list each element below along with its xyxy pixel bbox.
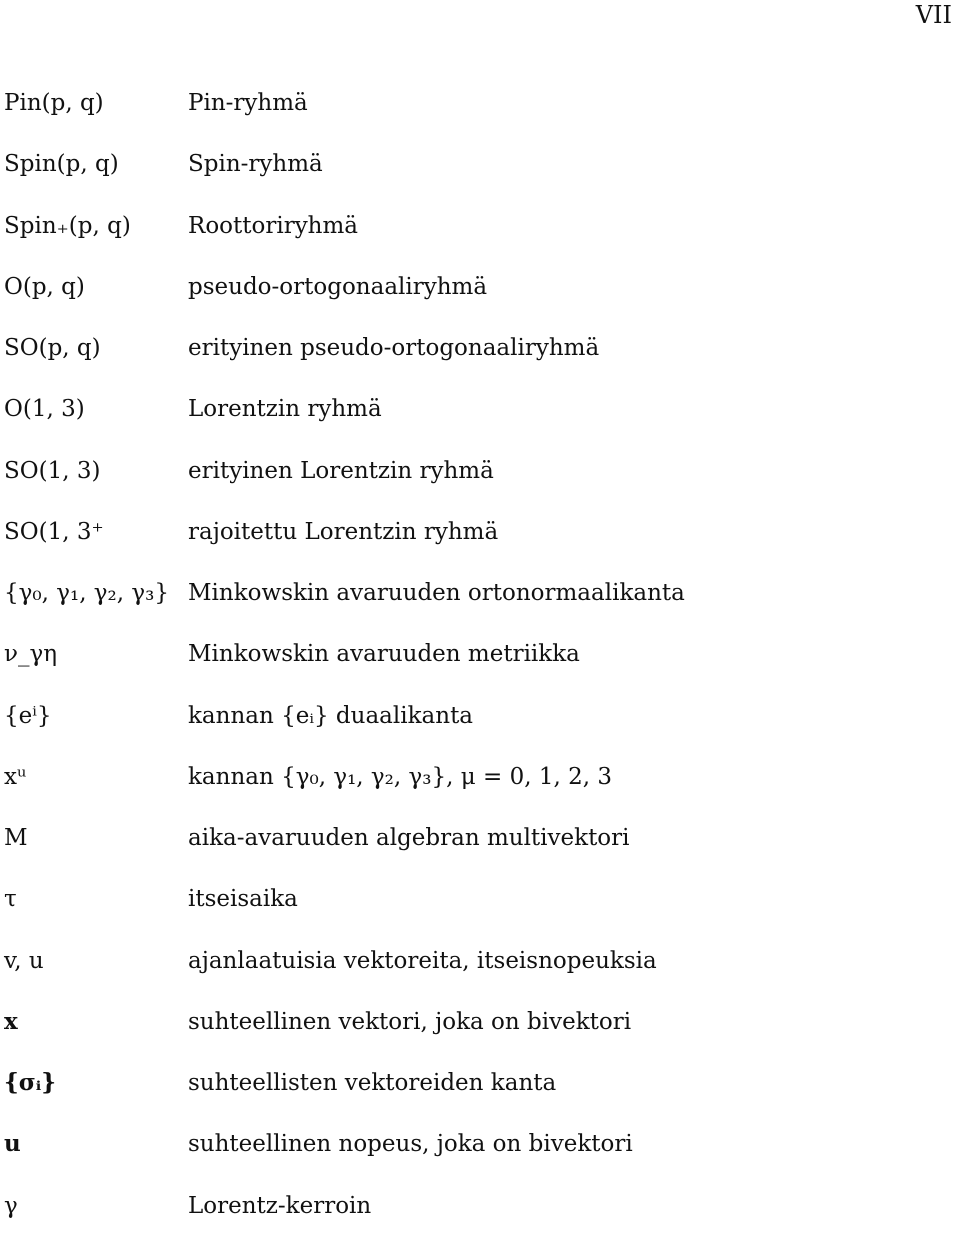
notation-list	[4, 88, 924, 1252]
notation-row	[4, 1129, 924, 1190]
notation-row	[4, 272, 924, 333]
notation-symbol: Spin(p, q)	[4, 151, 119, 178]
notation-row	[4, 823, 924, 884]
notation-symbol: ν_γη	[4, 641, 58, 668]
notation-description: kannan {γ₀, γ₁, γ₂, γ₃}, μ = 0, 1, 2, 3	[188, 763, 612, 790]
notation-symbol: O(p, q)	[4, 273, 85, 300]
notation-row	[4, 394, 924, 455]
notation-description: suhteellinen nopeus, joka on bivektori	[188, 1131, 633, 1158]
notation-description: kannan {eᵢ} duaalikanta	[188, 702, 474, 729]
page-number: VII	[915, 1, 952, 29]
notation-description: aika-avaruuden algebran multivektori	[188, 825, 630, 851]
notation-description: ajanlaatuisia vektoreita, itseisnopeuksia	[188, 947, 657, 974]
notation-symbol: Pin(p, q)	[4, 90, 104, 116]
notation-row	[4, 639, 924, 700]
notation-row	[4, 149, 924, 210]
notation-row	[4, 211, 924, 272]
notation-symbol: {σᵢ}	[4, 1069, 57, 1096]
notation-row	[4, 456, 924, 517]
notation-description: Lorentzin ryhmä	[188, 396, 382, 423]
notation-row	[4, 578, 924, 639]
notation-description: itseisaika	[188, 886, 298, 913]
notation-row	[4, 1191, 924, 1252]
notation-symbol: x	[4, 1007, 18, 1035]
notation-description: rajoitettu Lorentzin ryhmä	[188, 518, 499, 545]
notation-symbol: τ	[4, 886, 17, 913]
notation-symbol: xᵘ	[4, 763, 27, 790]
notation-row	[4, 946, 924, 1007]
notation-description: erityinen Lorentzin ryhmä	[188, 457, 494, 484]
notation-description: suhteellisten vektoreiden kanta	[188, 1070, 557, 1096]
notation-symbol: u	[4, 1130, 21, 1158]
notation-symbol: SO(1, 3⁺	[4, 518, 104, 545]
notation-row	[4, 884, 924, 945]
notation-symbol: γ	[4, 1192, 18, 1219]
notation-description: Pin-ryhmä	[188, 90, 308, 116]
notation-row	[4, 517, 924, 578]
notation-symbol: Spin₊(p, q)	[4, 212, 131, 239]
notation-description: Spin-ryhmä	[188, 151, 323, 178]
notation-symbol: SO(1, 3)	[4, 457, 101, 484]
notation-description: pseudo-ortogonaaliryhmä	[188, 273, 488, 300]
notation-description: Lorentz-kerroin	[188, 1192, 372, 1219]
notation-row	[4, 762, 924, 823]
notation-row	[4, 1007, 924, 1068]
notation-symbol: {eⁱ}	[4, 702, 52, 729]
notation-row	[4, 1068, 924, 1129]
notation-description: suhteellinen vektori, joka on bivektori	[188, 1008, 632, 1035]
notation-description: Minkowskin avaruuden metriikka	[188, 641, 580, 668]
notation-description: erityinen pseudo-ortogonaaliryhmä	[188, 335, 600, 361]
notation-symbol: SO(p, q)	[4, 335, 101, 361]
notation-row	[4, 88, 924, 149]
notation-row	[4, 701, 924, 762]
notation-symbol: v, u	[4, 947, 44, 974]
notation-symbol: M	[4, 825, 28, 851]
notation-row	[4, 333, 924, 394]
notation-symbol: O(1, 3)	[4, 396, 85, 423]
notation-symbol: {γ₀, γ₁, γ₂, γ₃}	[4, 580, 169, 606]
notation-description: Roottoriryhmä	[188, 212, 359, 239]
notation-description: Minkowskin avaruuden ortonormaalikanta	[188, 580, 685, 606]
